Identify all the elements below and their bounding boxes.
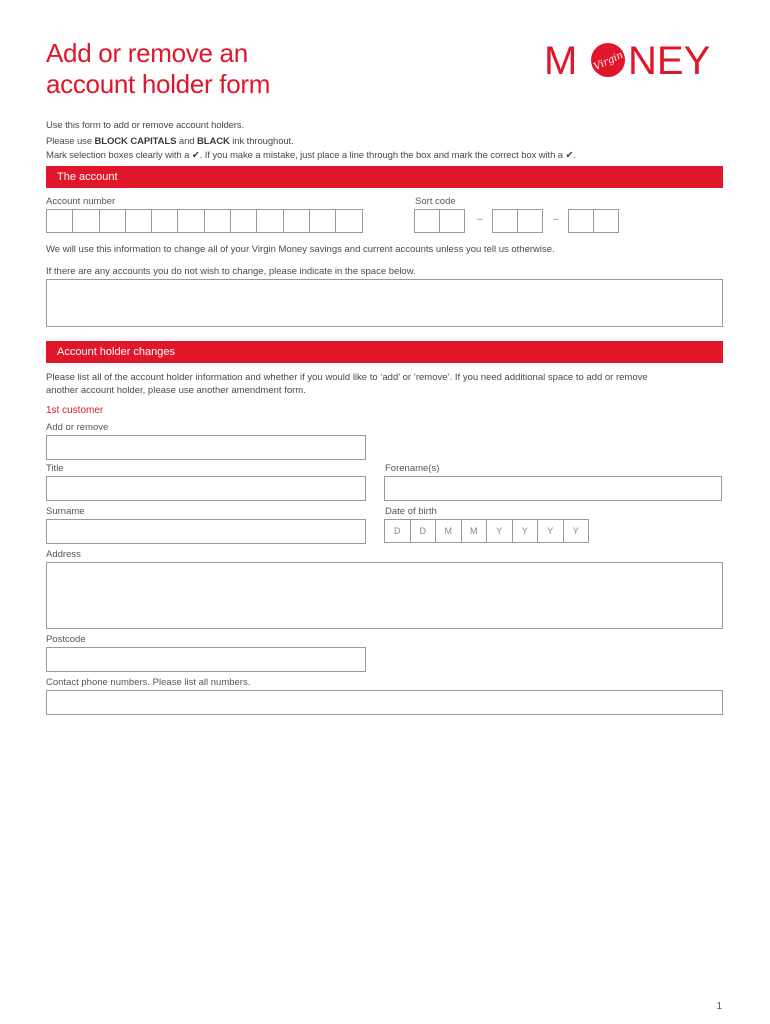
customer-heading: 1st customer [46,405,104,416]
intro-line2-prefix: Please use [46,136,95,147]
dob-month-digit[interactable]: M [461,519,488,543]
intro-line2-suffix: ink throughout. [229,136,294,147]
account-number-digit[interactable] [256,209,283,233]
sort-code-separator: – [477,214,483,225]
address-label: Address [46,549,81,560]
account-number-digit[interactable] [204,209,231,233]
account-number-label: Account number [46,196,116,207]
add-remove-input[interactable] [46,435,366,460]
title-input[interactable] [46,476,366,501]
intro-bold-black: BLACK [197,136,230,147]
form-title-line1: Add or remove an [46,38,248,68]
account-number-digit[interactable] [177,209,204,233]
intro-bold-capitals: BLOCK CAPITALS [94,136,177,147]
intro-line2-mid: and [176,136,197,147]
account-number-digit[interactable] [283,209,310,233]
sort-code-digit[interactable] [414,209,440,233]
form-title-line2: account holder form [46,69,271,99]
section-heading-changes: Account holder changes [46,341,723,363]
address-input[interactable] [46,562,723,629]
intro-line3-prefix: Mark selection boxes clearly with a [46,150,192,161]
dob-year-digit[interactable]: Y [563,519,590,543]
postcode-input[interactable] [46,647,366,672]
dob-month-digit[interactable]: M [435,519,462,543]
sort-code-digit[interactable] [593,209,619,233]
dob-label: Date of birth [385,506,437,517]
excluded-accounts-input[interactable] [46,279,723,327]
account-number-digit[interactable] [99,209,126,233]
account-info-text: We will use this information to change all of your Virgin Money savings and current accounts unless you tell us otherwise. [46,244,555,255]
sort-code-separator: – [553,214,559,225]
account-number-digit[interactable] [309,209,336,233]
tick-icon: ✔ [565,150,574,161]
dob-year-digit[interactable]: Y [512,519,539,543]
sort-code-digit[interactable] [439,209,465,233]
intro-line3 [46,150,576,161]
section-heading-account: The account [46,166,723,188]
phone-label: Contact phone numbers. Please list all numbers. [46,677,251,688]
logo-text-left: M [544,40,578,80]
title-label: Title [46,463,64,474]
page-number: 1 [716,1001,722,1012]
intro-line3-suffix: . [573,150,576,161]
sort-code-field [414,209,464,233]
sort-code-digit[interactable] [517,209,543,233]
surname-input[interactable] [46,519,366,544]
virgin-money-logo [544,40,726,80]
changes-instructions-line2: another account holder, please use another amendment form. [46,385,306,396]
account-number-digit[interactable] [151,209,178,233]
sort-code-digit[interactable] [492,209,518,233]
dob-year-digit[interactable]: Y [486,519,513,543]
sort-code-field [492,209,542,233]
dob-field [384,519,588,543]
dob-year-digit[interactable]: Y [537,519,564,543]
add-remove-label: Add or remove [46,422,109,433]
logo-text-right: NEY [628,40,711,80]
postcode-label: Postcode [46,634,86,645]
intro-line3-mid: . If you make a mistake, just place a line through the box and mark the correct box with a [199,150,566,161]
surname-label: Surname [46,506,85,517]
phone-input[interactable] [46,690,723,715]
account-number-field [46,209,362,233]
forenames-input[interactable] [384,476,722,501]
forenames-label: Forename(s) [385,463,440,474]
sort-code-label: Sort code [415,196,456,207]
dob-day-digit[interactable]: D [384,519,411,543]
sort-code-field [568,209,618,233]
changes-instructions-line1: Please list all of the account holder information and whether if you would like to ‘add’ or ‘remove’. If you need additional space to add or remove [46,372,648,383]
logo-badge-text: Virgin [592,49,626,73]
dob-day-digit[interactable]: D [410,519,437,543]
tick-icon: ✔ [191,150,200,161]
logo-graphic [544,40,726,80]
form-title [46,38,466,100]
account-number-digit[interactable] [230,209,257,233]
sort-code-digit[interactable] [568,209,594,233]
account-number-digit[interactable] [72,209,99,233]
account-number-digit[interactable] [125,209,152,233]
exclude-accounts-text: If there are any accounts you do not wish to change, please indicate in the space below. [46,266,416,277]
intro-line1: Use this form to add or remove account holders. [46,120,245,131]
intro-line2 [46,136,294,147]
account-number-digit[interactable] [335,209,362,233]
account-number-digit[interactable] [46,209,73,233]
